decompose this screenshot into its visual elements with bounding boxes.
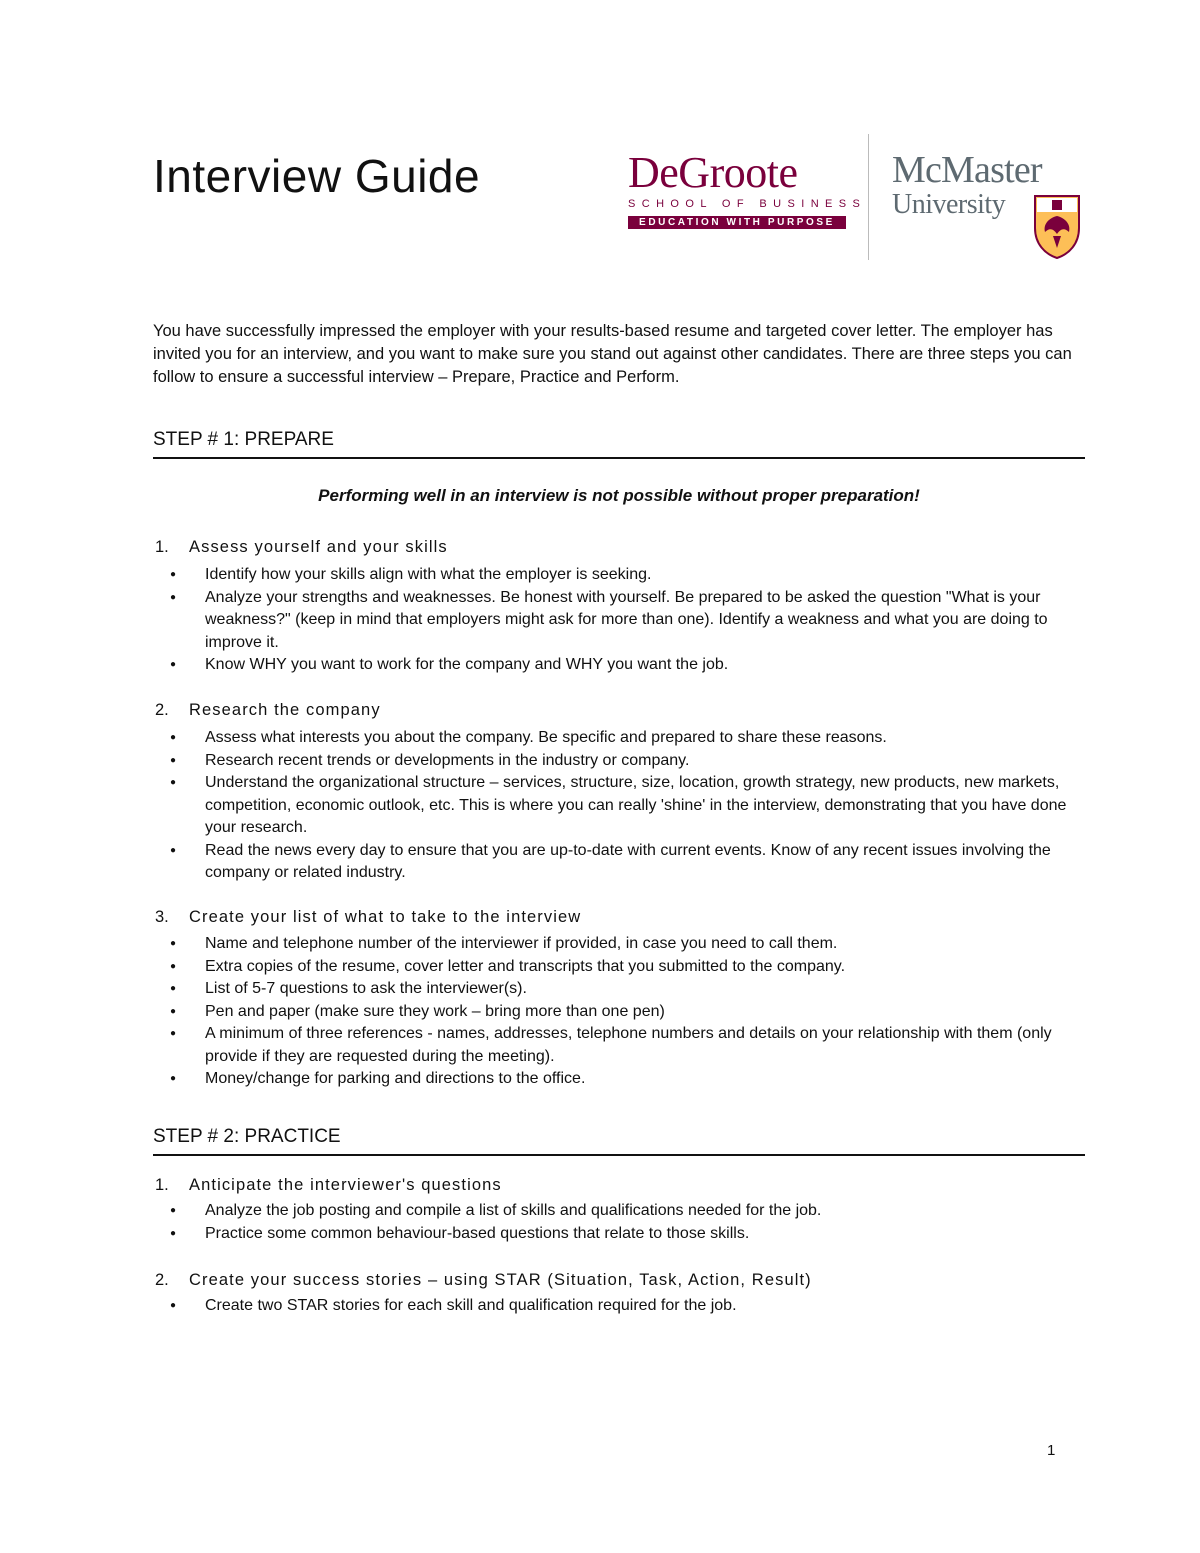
item-number: 2.	[155, 1271, 169, 1289]
list-item: ● Practice some common behaviour-based questions that relate to those skills.	[163, 1223, 1078, 1246]
step2-item2-list	[163, 1295, 1078, 1318]
item-title-text: Assess yourself and your skills	[189, 538, 448, 556]
step1-heading: STEP # 1: PREPARE	[153, 428, 1085, 459]
step2-item1-list	[163, 1200, 1078, 1245]
item-title-text: Create your list of what to take to the interview	[189, 908, 582, 926]
step1-item1-title	[155, 536, 448, 558]
degroote-wordmark: DeGroote	[628, 148, 798, 197]
list-item: ● Create two STAR stories for each skill and qualification required for the job.	[163, 1295, 1078, 1318]
list-item: ● Pen and paper (make sure they work – bring more than one pen)	[163, 1001, 1078, 1024]
list-item: ● A minimum of three references - names, addresses, telephone numbers and details on your relationship with them (only provide if they are requested during the meeting).	[163, 1023, 1078, 1068]
degroote-school-label: SCHOOL OF BUSINESS	[628, 198, 867, 210]
mcmaster-university-label: University	[892, 189, 1006, 220]
list-item: ● Know WHY you want to work for the company and WHY you want the job.	[163, 654, 1078, 677]
page-title: Interview Guide	[153, 150, 481, 202]
mcmaster-wordmark: McMaster	[892, 149, 1042, 191]
list-item: ● Read the news every day to ensure that you are up-to-date with current events. Know of any recent issues involving the company or related industry.	[163, 840, 1078, 885]
logo-divider	[868, 134, 869, 260]
item-title-text: Create your success stories – using STAR (Situation, Task, Action, Result)	[189, 1271, 812, 1289]
page-number: 1	[1047, 1442, 1056, 1459]
step1-tagline: Performing well in an interview is not possible without proper preparation!	[318, 486, 920, 505]
mcmaster-crest-icon	[1033, 194, 1081, 260]
item-number: 1.	[155, 538, 169, 556]
step1-item2-title	[155, 699, 381, 721]
list-item: ● Analyze your strengths and weaknesses. Be honest with yourself. Be prepared to be asked the question "What is your weakness?" (keep in mind that employers might ask for more than one). Identify a weakness and what you are doing to improve it.	[163, 587, 1078, 655]
step2-item2-title	[155, 1269, 812, 1291]
item-title-text: Anticipate the interviewer's questions	[189, 1176, 502, 1194]
list-item: ● Money/change for parking and directions to the office.	[163, 1068, 1078, 1091]
step2-item1-title	[155, 1174, 502, 1196]
step2-heading: STEP # 2: PRACTICE	[153, 1125, 1085, 1156]
intro-paragraph: You have successfully impressed the employer with your results-based resume and targeted cover letter. The employer has invited you for an interview, and you want to make sure you stand out against other candidates. There are three steps you can follow to ensure a successful interview – Prepare, Practice and Perform.	[153, 322, 1072, 386]
item-number: 2.	[155, 701, 169, 719]
degroote-logo	[628, 148, 867, 229]
list-item: ● List of 5-7 questions to ask the interviewer(s).	[163, 978, 1078, 1001]
list-item: ● Extra copies of the resume, cover letter and transcripts that you submitted to the company.	[163, 956, 1078, 979]
list-item: ● Understand the organizational structure – services, structure, size, location, growth strategy, new products, new markets, competition, economic outlook, etc. This is where you can really 'shine' in the interview, demonstrating that you have done your research.	[163, 772, 1078, 840]
item-number: 3.	[155, 908, 169, 926]
step1-item1-list	[163, 564, 1078, 677]
list-item: ● Analyze the job posting and compile a list of skills and qualifications needed for the job.	[163, 1200, 1078, 1223]
list-item: ● Research recent trends or developments in the industry or company.	[163, 750, 1078, 773]
degroote-tagline-bar: EDUCATION WITH PURPOSE	[628, 216, 846, 229]
step1-item2-list	[163, 727, 1078, 885]
list-item: ● Assess what interests you about the company. Be specific and prepared to share these reasons.	[163, 727, 1078, 750]
list-item: ● Identify how your skills align with what the employer is seeking.	[163, 564, 1078, 587]
list-item: ● Name and telephone number of the interviewer if provided, in case you need to call them.	[163, 933, 1078, 956]
item-number: 1.	[155, 1176, 169, 1194]
step1-item3-list	[163, 933, 1078, 1091]
step1-item3-title	[155, 906, 581, 928]
item-title-text: Research the company	[189, 701, 381, 719]
